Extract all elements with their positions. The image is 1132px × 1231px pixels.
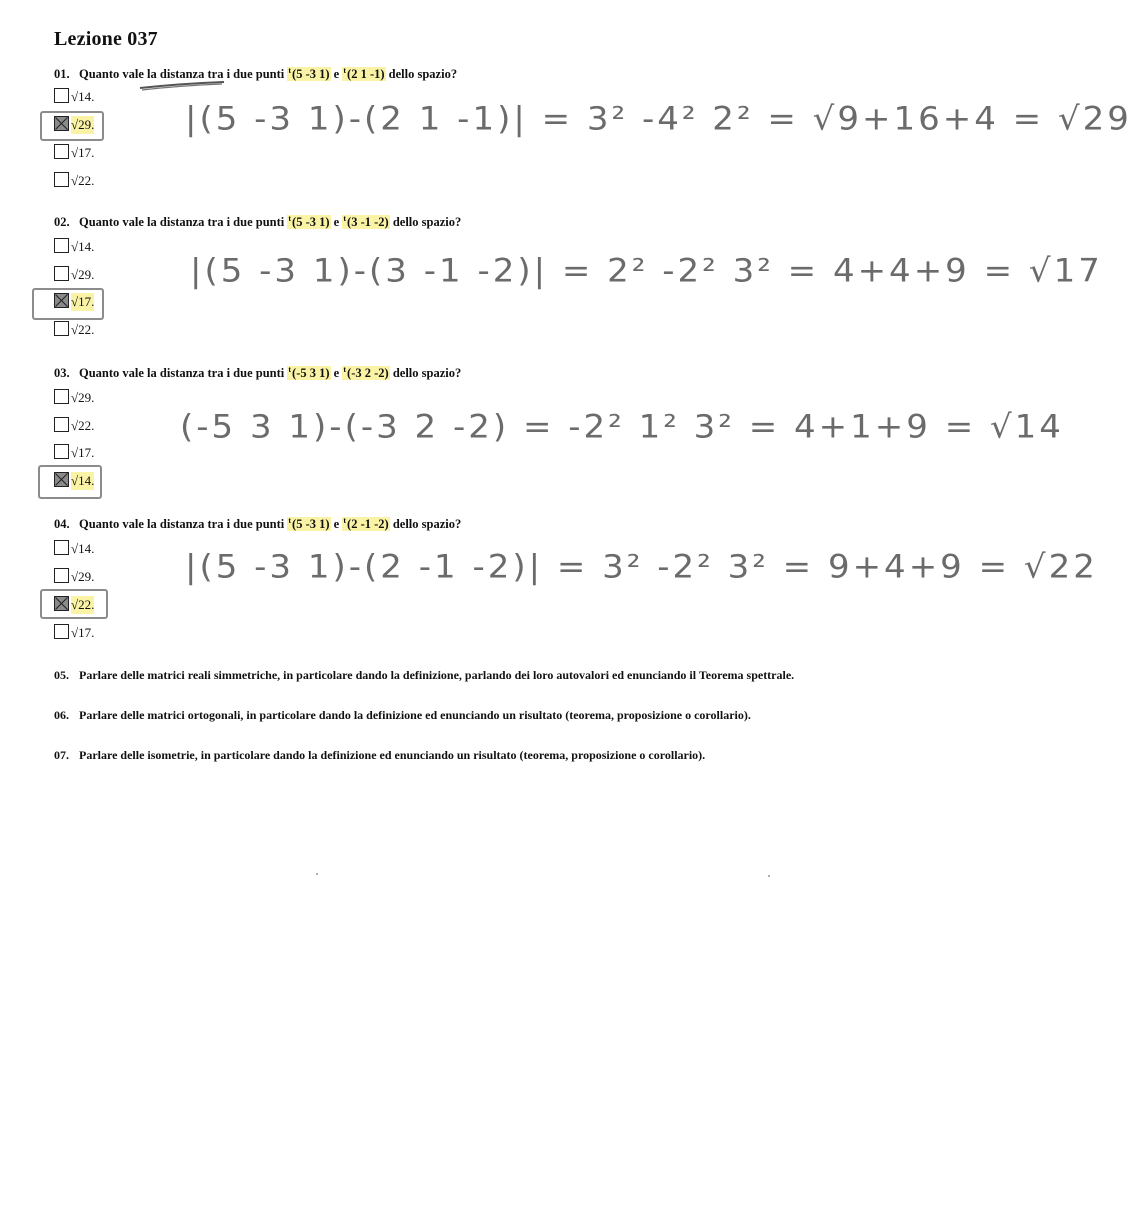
point-b: $^t$(-3 2 -2) [343,365,389,381]
checkbox[interactable] [54,568,69,583]
option-4-b[interactable]: √29. [54,568,94,586]
point-b: $^t$(2 -1 -2) [343,516,389,532]
option-4-a[interactable]: √14. [54,540,94,558]
pencil-underline [138,80,228,92]
scan-speck [316,873,318,875]
option-4-d[interactable]: √17. [54,624,94,642]
option-1-a[interactable]: √14. [54,88,94,106]
point-a: $^t$(5 -3 1) [288,214,330,230]
handwritten-work-4: |(5 -3 1)-(2 -1 -2)| = 3² -2² 3² = 9+4+9 = √22 [185,548,1098,586]
question-1: 01. Quanto vale la distanza tra i due punti $^t$(5 -3 1) e $^t$(2 1 -1) dello spazio? [54,66,458,82]
option-3-c[interactable]: √17. [54,444,94,462]
open-question-6: 06. Parlare delle matrici ortogonali, in particolare dando la definizione ed enunciando un risultato (teorema, proposizione o corollario). [54,708,751,722]
question-2: 02. Quanto vale la distanza tra i due punti $^t$(5 -3 1) e $^t$(3 -1 -2) dello spazio? [54,214,462,230]
checkbox[interactable] [54,624,69,639]
checkbox[interactable] [54,144,69,159]
point-b: $^t$(3 -1 -2) [343,214,389,230]
answer-frame [32,288,104,320]
checkbox[interactable] [54,444,69,459]
answer-frame [40,111,104,141]
answer-frame [40,589,108,619]
option-1-d[interactable]: √22. [54,172,94,190]
checkbox[interactable] [54,389,69,404]
checkbox[interactable] [54,321,69,336]
handwritten-work-1: |(5 -3 1)-(2 1 -1)| = 3² -4² 2² = √9+16+4 = √29 [185,100,1132,138]
scan-speck [768,875,770,877]
open-question-7: 07. Parlare delle isometrie, in particolare dando la definizione ed enunciando un risultato (teorema, proposizione o corollario). [54,748,706,762]
checkbox[interactable] [54,88,69,103]
point-a: $^t$(-5 3 1) [288,365,330,381]
handwritten-work-2: |(5 -3 1)-(3 -1 -2)| = 2² -2² 3² = 4+4+9 = √17 [190,252,1103,290]
checkbox[interactable] [54,266,69,281]
checkbox[interactable] [54,238,69,253]
question-3: 03. Quanto vale la distanza tra i due punti $^t$(-5 3 1) e $^t$(-3 2 -2) dello spazio? [54,365,462,381]
point-a: $^t$(5 -3 1) [288,516,330,532]
option-1-b[interactable]: √29. [54,116,94,134]
option-3-d[interactable]: √14. [54,472,94,490]
option-1-c[interactable]: √17. [54,144,94,162]
option-2-a[interactable]: √14. [54,238,94,256]
question-4: 04. Quanto vale la distanza tra i due punti $^t$(5 -3 1) e $^t$(2 -1 -2) dello spazio? [54,516,462,532]
option-2-b[interactable]: √29. [54,266,94,284]
point-a: $^t$(5 -3 1) [288,66,330,82]
option-4-c[interactable]: √22. [54,596,94,614]
handwritten-work-3: (-5 3 1)-(-3 2 -2) = -2² 1² 3² = 4+1+9 = √14 [180,408,1064,446]
page-title: Lezione 037 [54,28,158,50]
point-b: $^t$(2 1 -1) [343,66,385,82]
checkbox[interactable] [54,172,69,187]
option-3-a[interactable]: √29. [54,389,94,407]
answer-frame [38,465,102,499]
option-2-d[interactable]: √22. [54,321,94,339]
open-question-5: 05. Parlare delle matrici reali simmetriche, in particolare dando la definizione, parlando dei loro autovalori ed enunciando il Teorema spettrale. [54,668,795,682]
option-2-c[interactable]: √17. [54,293,94,311]
checkbox[interactable] [54,417,69,432]
bleed-through [835,36,840,57]
checkbox[interactable] [54,540,69,555]
option-3-b[interactable]: √22. [54,417,94,435]
